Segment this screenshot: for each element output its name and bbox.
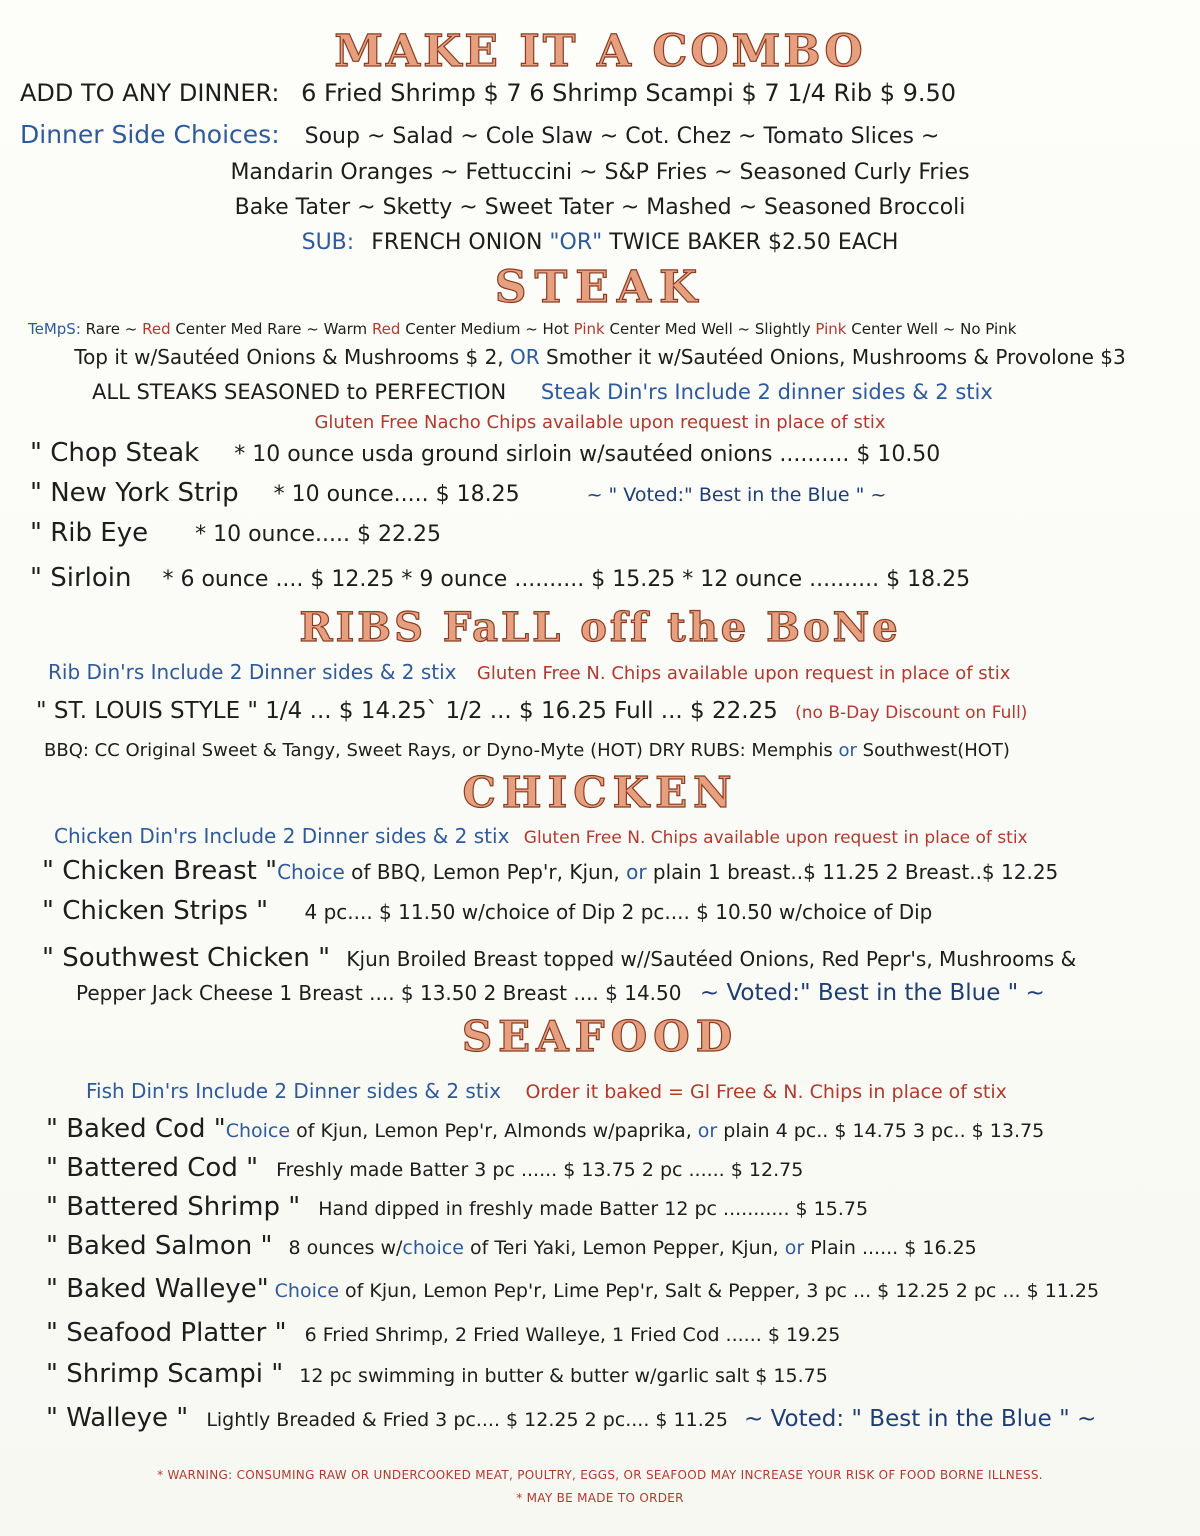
chicken-gluten: Gluten Free N. Chips available upon request in place of stix	[523, 828, 1028, 848]
or-text: or	[626, 860, 647, 884]
item-name: " Shrimp Scampi "	[46, 1359, 284, 1389]
bbq-text: BBQ: CC Original Sweet & Tangy, Sweet Rays, or Dyno-Myte (HOT) DRY RUBS: Memphis	[44, 740, 839, 761]
menu-item	[46, 1361, 828, 1389]
choice-text: choice	[402, 1237, 464, 1259]
temps-red: Red	[142, 320, 171, 338]
item-detail: 12 pc swimming in butter & butter w/garlic salt $ 15.75	[299, 1365, 828, 1387]
menu-item	[30, 440, 940, 468]
topping-or: OR	[510, 345, 540, 369]
side-choices-line1: Soup ~ Salad ~ Cole Slaw ~ Cot. Chez ~ Tomato Slices ~	[304, 124, 940, 149]
ribs-include: Rib Din'rs Include 2 Dinner sides & 2 stix	[48, 660, 457, 684]
temps-text: Center Med Well ~ Slightly	[604, 320, 816, 338]
steak-title: STEAK	[494, 262, 706, 313]
menu-item	[46, 1116, 1044, 1144]
item-detail: of Kjun, Lemon Pep'r, Lime Pep'r, Salt & Pepper, 3 pc ... $ 12.25 2 pc ... $ 11.25	[339, 1280, 1100, 1302]
seafood-title: SEAFOOD	[461, 1012, 739, 1061]
seafood-include-row	[86, 1078, 1007, 1105]
item-name: " Seafood Platter "	[46, 1318, 287, 1348]
item-name: " Battered Shrimp "	[46, 1192, 301, 1222]
ribs-style: " ST. LOUIS STYLE " 1/4 ... $ 14.25` 1/2 ... $ 16.25 Full ... $ 22.25	[36, 698, 778, 724]
item-name: " Baked Cod "	[46, 1114, 226, 1144]
menu-item	[30, 480, 886, 508]
steak-include: Steak Din'rs Include 2 dinner sides & 2 stix	[540, 380, 993, 404]
ribs-title: RIBS FaLL off the BoNe	[299, 604, 901, 651]
item-detail: Freshly made Batter 3 pc ...... $ 13.75 2 pc ...... $ 12.75	[276, 1159, 804, 1181]
menu-item	[46, 1233, 977, 1261]
side-choices-line3: Bake Tater ~ Sketty ~ Sweet Tater ~ Mashed ~ Seasoned Broccoli	[234, 195, 966, 220]
made-to-order-text: * MAY BE MADE TO ORDER	[516, 1491, 684, 1505]
item-name: " New York Strip	[30, 478, 239, 508]
item-detail: plain 4 pc.. $ 14.75 3 pc.. $ 13.75	[717, 1120, 1045, 1142]
voted-badge: ~ Voted: " Best in the Blue " ~	[743, 1406, 1097, 1432]
choice-text: Choice	[274, 1280, 340, 1302]
item-name: " Southwest Chicken "	[42, 943, 331, 973]
ribs-include-row	[48, 659, 1010, 687]
menu-item	[42, 945, 1076, 972]
item-name: " Chicken Strips "	[42, 896, 269, 926]
menu-item	[46, 1155, 803, 1183]
combo-title: MAKE IT A COMBO	[334, 26, 866, 77]
item-name: " Sirloin	[30, 563, 132, 593]
seasoned-row	[92, 379, 993, 405]
temps-text: Center Med Rare ~ Warm	[170, 320, 372, 338]
menu-item	[46, 1276, 1099, 1304]
voted-badge: ~ " Voted:" Best in the Blue " ~	[586, 484, 887, 506]
item-detail: Pepper Jack Cheese 1 Breast .... $ 13.50 2 Breast .... $ 14.50	[76, 981, 682, 1005]
chicken-include: Chicken Din'rs Include 2 Dinner sides & 2 stix	[54, 824, 510, 848]
item-detail: Hand dipped in freshly made Batter 12 pc ........... $ 15.75	[318, 1198, 869, 1220]
voted-badge: ~ Voted:" Best in the Blue " ~	[699, 980, 1045, 1006]
side-choices-line2: Mandarin Oranges ~ Fettuccini ~ S&P Fries ~ Seasoned Curly Fries	[230, 160, 970, 185]
or-text: or	[697, 1120, 718, 1142]
item-detail: of BBQ, Lemon Pep'r, Kjun,	[344, 860, 627, 884]
choice-text: Choice	[277, 860, 345, 884]
item-name: " Baked Walleye"	[46, 1274, 269, 1304]
bbq-row	[44, 738, 1010, 764]
temps-pink: Pink	[815, 320, 847, 338]
or-text: or	[784, 1237, 805, 1259]
temps-pink: Pink	[573, 320, 605, 338]
sub-text-b: TWICE BAKER $2.50 EACH	[602, 230, 899, 255]
item-detail: * 10 ounce..... $ 18.25	[273, 482, 520, 507]
item-detail: Plain ...... $ 16.25	[804, 1237, 977, 1259]
item-name: " Chop Steak	[30, 438, 200, 468]
item-name: " Baked Salmon "	[46, 1231, 273, 1261]
item-detail: 6 Fried Shrimp, 2 Fried Walleye, 1 Fried Cod ...... $ 19.25	[304, 1324, 841, 1346]
topping-row	[0, 344, 1200, 370]
item-detail: * 10 ounce..... $ 22.25	[195, 522, 441, 547]
temps-text: Center Well ~ No Pink	[846, 320, 1017, 338]
item-detail: * 6 ounce .... $ 12.25 * 9 ounce .......... $ 15.25 * 12 ounce .......... $ 18.25	[162, 567, 971, 592]
temps-text: Center Medium ~ Hot	[400, 320, 574, 338]
bbq-text: Southwest(HOT)	[856, 740, 1010, 761]
menu-item	[42, 858, 1058, 885]
topping-text: Top it w/Sautéed Onions & Mushrooms $ 2,	[74, 345, 511, 369]
item-detail: Lightly Breaded & Fried 3 pc.... $ 12.25 2 pc.... $ 11.25	[206, 1409, 728, 1431]
ribs-style-row	[36, 698, 1027, 726]
side-choices-row	[20, 122, 939, 150]
combo-add-items: 6 Fried Shrimp $ 7 6 Shrimp Scampi $ 7 1/4 Rib $ 9.50	[301, 79, 957, 107]
chicken-include-row	[54, 823, 1028, 851]
choice-text: Choice	[225, 1120, 291, 1142]
sub-label: SUB:	[301, 230, 355, 255]
item-detail: of Teri Yaki, Lemon Pepper, Kjun,	[463, 1237, 785, 1259]
ribs-gluten: Gluten Free N. Chips available upon request in place of stix	[476, 663, 1011, 684]
item-name: " Battered Cod "	[46, 1153, 259, 1183]
item-detail: plain 1 breast..$ 11.25 2 Breast..$ 12.25	[646, 860, 1059, 884]
combo-add-row	[20, 80, 956, 106]
item-detail: Kjun Broiled Breast topped w//Sautéed Onions, Red Pepr's, Mushrooms &	[346, 947, 1077, 971]
sub-text-a: FRENCH ONION	[371, 230, 550, 255]
temps-text: Rare ~	[85, 320, 143, 338]
temps-red: Red	[371, 320, 401, 338]
seafood-include: Fish Din'rs Include 2 Dinner sides & 2 stix	[86, 1079, 502, 1103]
item-detail: 4 pc.... $ 11.50 w/choice of Dip 2 pc.... $ 10.50 w/choice of Dip	[304, 900, 933, 924]
item-detail: of Kjun, Lemon Pep'r, Almonds w/paprika,	[290, 1120, 698, 1142]
warning-text: * WARNING: CONSUMING RAW OR UNDERCOOKED MEAT, POULTRY, EGGS, OR SEAFOOD MAY INCREASE YOUR RISK OF FOOD BORNE ILLNESS.	[157, 1468, 1043, 1482]
chicken-title: CHICKEN	[462, 768, 738, 817]
side-choices-label: Dinner Side Choices:	[20, 120, 280, 149]
menu-item	[30, 565, 970, 593]
sub-or: "OR"	[549, 230, 603, 255]
item-name: " Rib Eye	[30, 518, 149, 548]
item-detail: * 10 ounce usda ground sirloin w/sautéed onions .......... $ 10.50	[234, 442, 941, 467]
bbq-or: or	[838, 740, 857, 761]
item-name: " Walleye "	[46, 1403, 189, 1433]
topping-text: Smother it w/Sautéed Onions, Mushrooms & Provolone $3	[539, 345, 1126, 369]
seasoned-text: ALL STEAKS SEASONED to PERFECTION	[92, 380, 507, 404]
menu-item	[30, 520, 441, 548]
menu-item	[46, 1194, 868, 1222]
item-detail: 8 ounces w/	[288, 1237, 403, 1259]
item-name: " Chicken Breast "	[42, 856, 278, 886]
temps-label: TeMpS:	[28, 320, 81, 338]
temps-row	[28, 316, 1016, 342]
menu-item-cont	[76, 980, 1045, 1006]
combo-add-label: ADD TO ANY DINNER:	[20, 79, 280, 107]
steak-gluten: Gluten Free Nacho Chips available upon request in place of stix	[314, 412, 886, 433]
menu-item	[42, 898, 932, 925]
seafood-baked-note: Order it baked = Gl Free & N. Chips in place of stix	[525, 1081, 1007, 1103]
menu-item	[46, 1405, 1096, 1433]
ribs-no-discount: (no B-Day Discount on Full)	[795, 703, 1028, 723]
menu-item	[46, 1320, 840, 1348]
sub-row	[0, 230, 1200, 256]
